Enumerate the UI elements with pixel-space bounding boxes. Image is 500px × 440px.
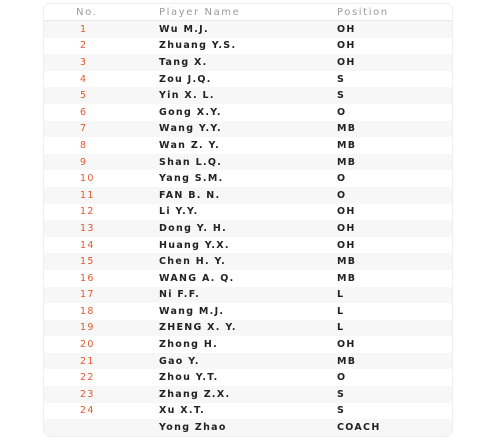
- player-name: FAN B. N.: [159, 187, 337, 204]
- player-position: OH: [337, 204, 452, 221]
- player-position: L: [337, 303, 452, 320]
- player-number: 13: [44, 220, 159, 237]
- table-row[interactable]: [44, 21, 452, 38]
- player-number: 8: [44, 137, 159, 154]
- table-row[interactable]: [44, 121, 452, 138]
- table-row[interactable]: [44, 320, 452, 337]
- player-name: Yang S.M.: [159, 170, 337, 187]
- table-row[interactable]: [44, 187, 452, 204]
- table-row[interactable]: [44, 237, 452, 254]
- player-number: 14: [44, 237, 159, 254]
- player-number: 6: [44, 104, 159, 121]
- player-number: 20: [44, 336, 159, 353]
- player-number: 19: [44, 320, 159, 337]
- table-row[interactable]: [44, 220, 452, 237]
- player-number: 18: [44, 303, 159, 320]
- player-number: 1: [44, 21, 159, 38]
- table-row[interactable]: [44, 87, 452, 104]
- player-position: MB: [337, 253, 452, 270]
- player-name: Zou J.Q.: [159, 71, 337, 88]
- player-position: O: [337, 104, 452, 121]
- player-position: OH: [337, 21, 452, 38]
- player-position: MB: [337, 270, 452, 287]
- player-number: 17: [44, 287, 159, 304]
- player-name: WANG A. Q.: [159, 270, 337, 287]
- table-row[interactable]: [44, 403, 452, 420]
- player-number: 10: [44, 170, 159, 187]
- roster-table-card: [44, 4, 452, 436]
- player-name: Wu M.J.: [159, 21, 337, 38]
- table-row[interactable]: [44, 71, 452, 88]
- player-number: 15: [44, 253, 159, 270]
- player-position: COACH: [337, 419, 452, 436]
- player-position: O: [337, 170, 452, 187]
- player-name: Zhong H.: [159, 336, 337, 353]
- table-row[interactable]: [44, 353, 452, 370]
- player-name: ZHENG X. Y.: [159, 320, 337, 337]
- player-name: Wang M.J.: [159, 303, 337, 320]
- player-number: 22: [44, 369, 159, 386]
- table-row[interactable]: [44, 154, 452, 171]
- player-position: MB: [337, 137, 452, 154]
- table-row[interactable]: [44, 303, 452, 320]
- player-position: L: [337, 287, 452, 304]
- player-name: Gong X.Y.: [159, 104, 337, 121]
- player-number: 7: [44, 121, 159, 138]
- table-row[interactable]: [44, 419, 452, 436]
- player-number: 24: [44, 403, 159, 420]
- player-number: 16: [44, 270, 159, 287]
- table-row[interactable]: [44, 287, 452, 304]
- player-number: 2: [44, 38, 159, 55]
- player-position: O: [337, 369, 452, 386]
- player-position: OH: [337, 237, 452, 254]
- player-number: 4: [44, 71, 159, 88]
- table-row[interactable]: [44, 137, 452, 154]
- player-name: Xu X.T.: [159, 403, 337, 420]
- player-position: MB: [337, 121, 452, 138]
- player-name: Chen H. Y.: [159, 253, 337, 270]
- player-name: Gao Y.: [159, 353, 337, 370]
- table-row[interactable]: [44, 170, 452, 187]
- player-number: 5: [44, 87, 159, 104]
- player-position: OH: [337, 54, 452, 71]
- table-row[interactable]: [44, 369, 452, 386]
- player-number: 21: [44, 353, 159, 370]
- player-name: Shan L.Q.: [159, 154, 337, 171]
- player-position: OH: [337, 38, 452, 55]
- table-row[interactable]: [44, 270, 452, 287]
- player-name: Zhou Y.T.: [159, 369, 337, 386]
- table-header-row: [44, 4, 452, 21]
- table-row[interactable]: [44, 253, 452, 270]
- player-position: S: [337, 386, 452, 403]
- player-position: S: [337, 71, 452, 88]
- player-number: 23: [44, 386, 159, 403]
- player-name: Yin X. L.: [159, 87, 337, 104]
- table-row[interactable]: [44, 54, 452, 71]
- player-name: Tang X.: [159, 54, 337, 71]
- player-name: Yong Zhao: [159, 419, 337, 436]
- roster-body: [44, 21, 452, 436]
- player-name: Wang Y.Y.: [159, 121, 337, 138]
- player-name: Wan Z. Y.: [159, 137, 337, 154]
- player-name: Ni F.F.: [159, 287, 337, 304]
- player-name: Dong Y. H.: [159, 220, 337, 237]
- player-position: S: [337, 87, 452, 104]
- player-position: O: [337, 187, 452, 204]
- player-number: 9: [44, 154, 159, 171]
- player-name: Zhang Z.X.: [159, 386, 337, 403]
- table-row[interactable]: [44, 336, 452, 353]
- table-row[interactable]: [44, 386, 452, 403]
- header-player-name[interactable]: Player Name: [159, 4, 337, 21]
- roster-table: [44, 4, 452, 436]
- table-row[interactable]: [44, 38, 452, 55]
- player-position: MB: [337, 353, 452, 370]
- player-position: S: [337, 403, 452, 420]
- player-name: Huang Y.X.: [159, 237, 337, 254]
- player-number: 3: [44, 54, 159, 71]
- player-number: 11: [44, 187, 159, 204]
- header-number[interactable]: No.: [44, 4, 159, 21]
- table-row[interactable]: [44, 204, 452, 221]
- player-name: Li Y.Y.: [159, 204, 337, 221]
- player-position: OH: [337, 336, 452, 353]
- player-position: L: [337, 320, 452, 337]
- player-number: 12: [44, 204, 159, 221]
- player-name: Zhuang Y.S.: [159, 38, 337, 55]
- player-position: MB: [337, 154, 452, 171]
- header-position[interactable]: Position: [337, 4, 452, 21]
- table-row[interactable]: [44, 104, 452, 121]
- player-position: OH: [337, 220, 452, 237]
- player-number: [44, 419, 159, 436]
